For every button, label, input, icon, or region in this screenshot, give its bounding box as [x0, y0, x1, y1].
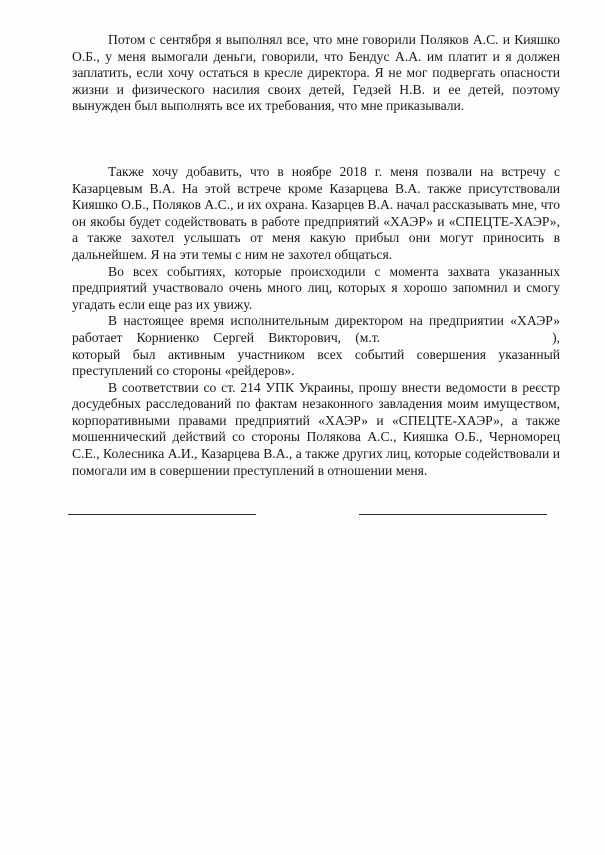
paragraph-director — [72, 313, 560, 379]
director-text-end: ), который был активным участником всех событий совершения указанный преступлений со стороны «рейдеров». — [72, 329, 560, 379]
paragraph-participants: Во всех событиях, которые происходили с момента захвата указанных предприятий участвовало очень много лиц, которых я хорошо запомнил и смогу угадать если еще раз их увижу. — [72, 263, 560, 312]
signature-line-right — [359, 514, 547, 515]
paragraph-request: В соответствии со ст. 214 УПК Украины, прошу внести ведомости в реєстр досудебных расследований по фактам незаконного завладения моим имуществом, корпоративными правами предприятий «ХАЭР» и «СПЕЦТЕ-ХАЭР», а также мошеннический действий со стороны Полякова А.С., Кияшка О.Б., Черноморец С.Е., Колесника А.И., Казарцева В.А., а также других лиц, которые содействовали и помогали им в совершении преступлений в отношении меня. — [72, 379, 560, 478]
signature-area — [68, 514, 548, 516]
signature-line-left — [68, 514, 256, 515]
paragraph-extortion: Потом с сентября я выполнял все, что мне говорили Поляков А.С. и Кияшко О.Б., у меня вымогали деньги, говорили, что Бендус А.А. им платит и я должен заплатить, если хочу остаться в кресле директора. Я не мог подвергать опасности жизни и физического насилия своих детей, Гедзей Н.В. и ее детей, поэтому вынужден был выполнять все их требования, что мне приказывали. — [72, 32, 560, 114]
document-body — [72, 32, 560, 479]
director-text-start: В настоящее время исполнительным директором на предприятии «ХАЭР» работает Корниенко Сергей Викторович, (м.т. — [72, 313, 560, 345]
paragraph-meeting: Также хочу добавить, что в ноябре 2018 г. меня позвали на встречу с Казарцевым В.А. На этой встрече кроме Казарцева В.А. также присутствовали Кияшко О.Б., Поляков А.С., и их охрана. Казарцев В.А. начал рассказывать мне, что он якобы будет содействовать в работе предприятий «ХАЭР» и «СПЕЦТЕ-ХАЭР», а также захотел услышать от меня какую прибыл они могут приносить в дальнейшем. Я на эти темы с ним не захотел общаться. — [72, 163, 560, 262]
